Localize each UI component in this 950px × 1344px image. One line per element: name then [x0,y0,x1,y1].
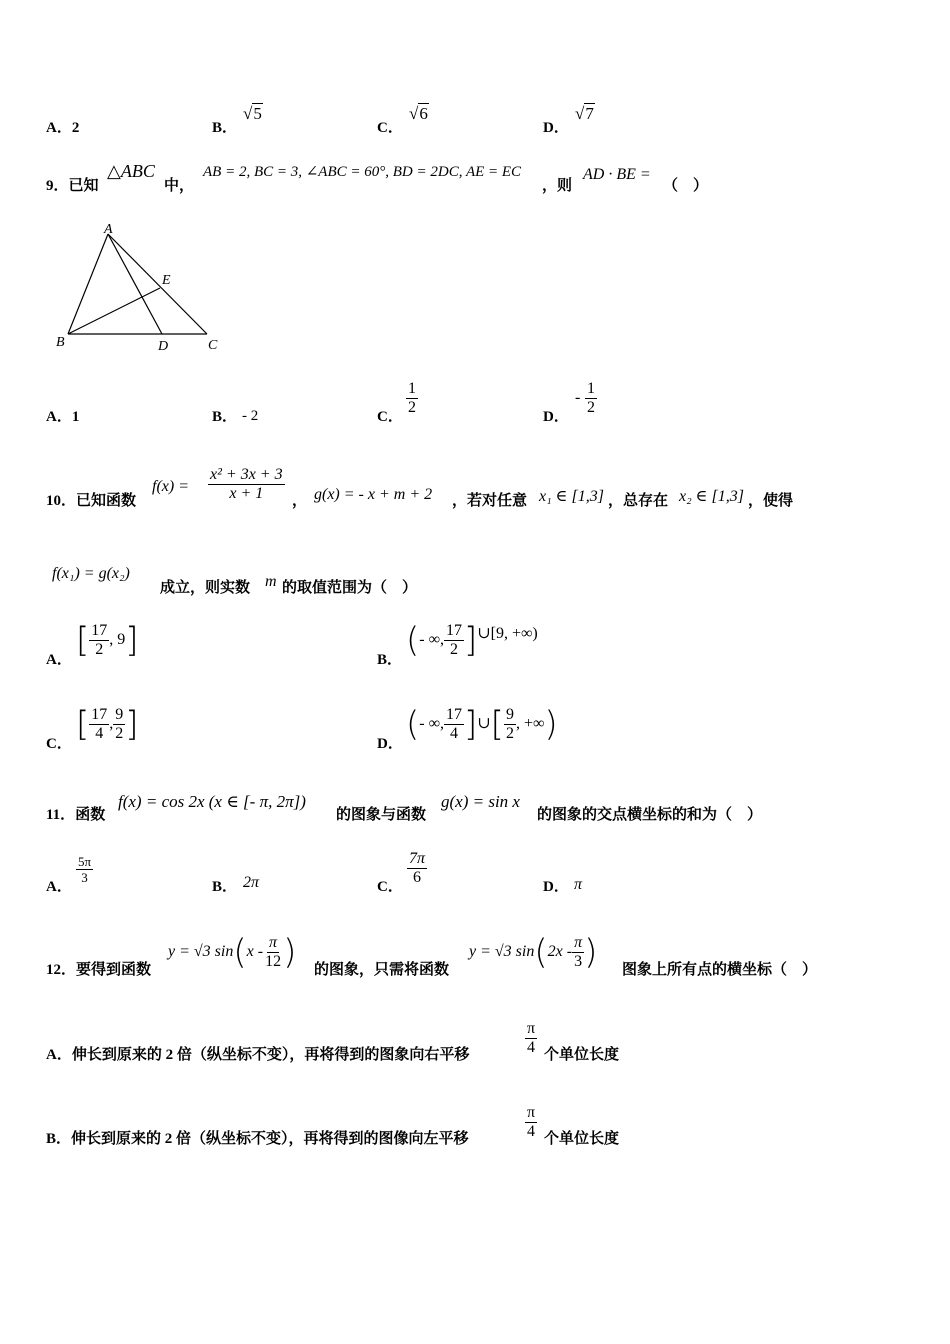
q8-option-d: D． [543,120,569,136]
q9-option-b: B． [212,409,238,425]
q9-option-c-fraction: $\frac{1}{2}$ [408,380,416,416]
q12-option-a-fraction: $\frac{\pi}{4}$ [527,1020,536,1056]
q12-text-2: 的图象，只需将函数 [314,962,450,978]
q10-option-b: B． [377,652,403,668]
q11-option-c: C． [377,879,403,895]
q9-option-c: C． [377,409,403,425]
edge-ac [108,234,207,334]
label-b: B [56,335,65,350]
q8-option-c: C． [377,120,403,136]
q12-option-b-fraction: $\frac{\pi}{4}$ [527,1104,536,1140]
q10-option-d: D． [377,736,403,752]
q8-option-c-value: √6 [409,104,428,123]
q10-text-2: ，若对任意 [452,493,528,509]
q9-expression: AD · BE = [583,166,651,183]
q9-option-d-fraction: $\frac{1}{2}$ [587,380,595,416]
q10-f-lhs: f(x) = [152,478,189,495]
segment-be [68,288,160,334]
segment-ad [108,234,162,334]
q10-text-5: 成立，则实数 [160,580,251,596]
q9-option-a: A．1 [46,409,80,425]
q11-g: g(x) = sin x [441,792,520,811]
q11-option-a-fraction: $\frac{5\pi}{3}$ [78,854,92,885]
q11-option-d-value: π [574,876,583,893]
q12-text-3: 图象上所有点的横坐标（ ） [622,962,818,978]
q11-text-2: 的图象与函数 [336,807,427,823]
label-c: C [208,338,218,353]
q10-x2-range: x₂ ∈ [1,3] [679,488,744,505]
q10-equation: f(x₁) = g(x₂) [52,565,130,582]
q9-option-d-sign: - [575,389,581,406]
q9-number: 9．已知 [46,178,99,194]
q10-number: 10．已知函数 [46,493,137,509]
q10-text-3: ，总存在 [608,493,669,509]
q10-option-c-value: [ $\frac{17}{4}$ , $\frac{9}{2}$ ] [76,704,139,745]
q8-option-b-value: √5 [243,104,262,123]
edge-ab [68,234,108,334]
q11-text-3: 的图象的交点横坐标的和为（ ） [537,807,763,823]
q12-function-2: y = √3 sin(2x - $\frac{\pi}{3}$ ) [469,932,598,973]
q9-conditions: AB = 2, BC = 3, ∠ABC = 60°, BD = 2DC, AE = EC [203,164,522,180]
q10-text-6: 的取值范围为（ ） [282,580,418,596]
q10-g: g(x) = - x + m + 2 [314,486,433,503]
q12-option-b: B．伸长到原来的 2 倍（纵坐标不变），再将得到的图像向左平移 [46,1131,469,1147]
q11-option-b-value: 2π [243,874,260,891]
q8-option-a: A．2 [46,120,80,136]
label-e: E [162,273,171,288]
q10-option-d-value: (- ∞, $\frac{17}{4}$ ]∪[ $\frac{9}{2}$ , +∞) [406,704,558,745]
q10-option-a: A． [46,652,72,668]
q9-text-3: ，则 [542,178,573,194]
q9-option-d: D． [543,409,569,425]
q8-option-d-value: √7 [575,104,594,123]
q10-comma: ， [292,493,308,509]
q12-option-a: A．伸长到原来的 2 倍（纵坐标不变），再将得到的图象向右平移 [46,1047,470,1063]
q11-number: 11．函数 [46,807,106,823]
q12-option-a-tail: 个单位长度 [544,1047,620,1063]
q8-option-b: B． [212,120,238,136]
q10-text-4: ，使得 [748,493,794,509]
q10-f-fraction: $\frac{\text{x² + 3x + 3}}{x + 1}$ [210,466,283,502]
label-d: D [158,339,169,354]
q10-option-b-value: (- ∞, $\frac{17}{2}$ ]∪[9, +∞) [406,620,538,661]
q9-text-2: 中， [164,178,195,194]
q12-function-1: y = √3 sin(x - $\frac{\pi}{12}$ ) [168,932,297,973]
q11-option-d: D． [543,879,569,895]
q12-number: 12．要得到函数 [46,962,152,978]
q9-triangle: △ABC [107,161,155,181]
q9-answer-paren: （ ） [663,178,709,194]
q11-option-b: B． [212,879,238,895]
q12-option-b-tail: 个单位长度 [544,1131,620,1147]
q11-option-a: A． [46,879,72,895]
q9-triangle-figure [50,220,230,360]
q9-option-b-value: - 2 [242,408,259,424]
q10-m: m [265,573,277,590]
q10-x1-range: x₁ ∈ [1,3] [539,488,604,505]
q10-option-a-value: [ $\frac{17}{2}$ , 9] [76,620,139,661]
q11-option-c-fraction: $\frac{7\pi}{6}$ [409,850,426,886]
label-a: A [104,222,113,237]
q10-option-c: C． [46,736,72,752]
q11-f: f(x) = cos 2x (x ∈ [- π, 2π]) [118,792,306,811]
